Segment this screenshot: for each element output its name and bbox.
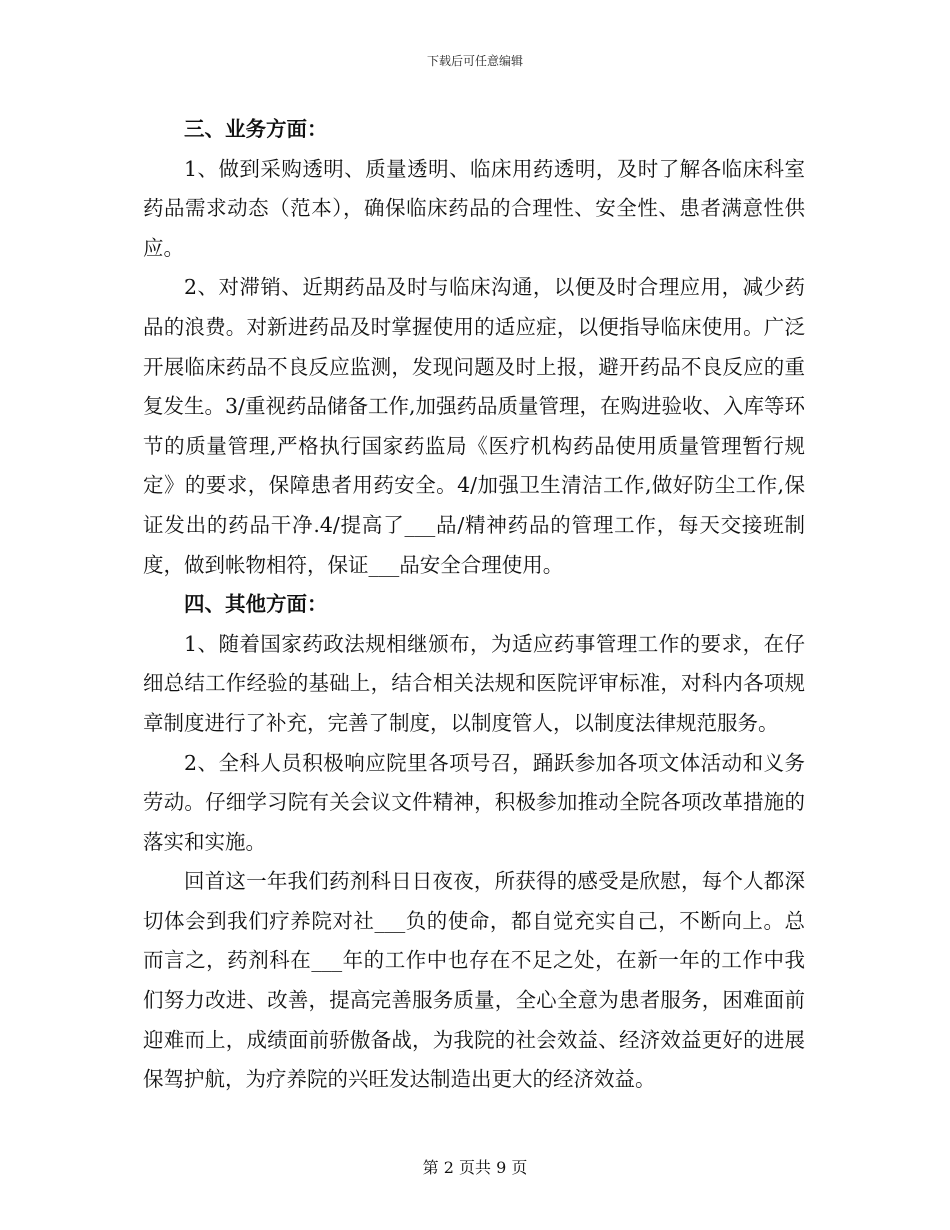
document-body	[143, 110, 805, 1100]
paragraph-business-2: 2、对滞销、近期药品及时与临床沟通，以便及时合理应用，减少药品的浪费。对新进药品及时掌握使用的适应症，以便指导临床使用。广泛开展临床药品不良反应监测，发现问题及时上报，避开药品不良反应的重复发生。3/重视药品储备工作,加强药品质量管理，在购进验收、入库等环节的质量管理,严格执行国家药监局《医疗机构药品使用质量管理暂行规定》的要求，保障患者用药安全。4/加强卫生清洁工作,做好防尘工作,保证发出的药品干净.4/提高了___品/精神药品的管理工作，每天交接班制度，做到帐物相符，保证___品安全合理使用。	[143, 275, 805, 577]
page-footer: 第 2 页共 9 页	[422, 1158, 528, 1177]
page-header: 下载后可任意编辑	[426, 54, 523, 68]
paragraph-other-1: 1、随着国家药政法规相继颁布，为适应药事管理工作的要求，在仔细总结工作经验的基础上，结合相关法规和医院评审标准，对科内各项规章制度进行了补充，完善了制度，以制度管人，以制度法律规范服务。	[143, 631, 805, 735]
paragraph-closing: 回首这一年我们药剂科日日夜夜，所获得的感受是欣慰，每个人都深切体会到我们疗养院对社___负的使命，都自觉充实自己，不断向上。总而言之，药剂科在___年的工作中也存在不足之处，在新一年的工作中我们努力改进、改善，提高完善服务质量，全心全意为患者服务，困难面前迎难而上，成绩面前骄傲备战，为我院的社会效益、经济效益更好的进展保驾护航，为疗养院的兴旺发达制造出更大的经济效益。	[143, 869, 805, 1092]
section-heading-business: 三、业务方面：	[184, 117, 328, 141]
section-heading-other: 四、其他方面：	[184, 592, 328, 617]
paragraph-other-2: 2、全科人员积极响应院里各项号召，踊跃参加各项文体活动和义务劳动。仔细学习院有关会议文件精神，积极参加推动全院各项改革措施的落实和实施。	[143, 750, 805, 854]
paragraph-business-1: 1、做到采购透明、质量透明、临床用药透明，及时了解各临床科室药品需求动态（范本），确保临床药品的合理性、安全性、患者满意性供应。	[143, 156, 805, 260]
